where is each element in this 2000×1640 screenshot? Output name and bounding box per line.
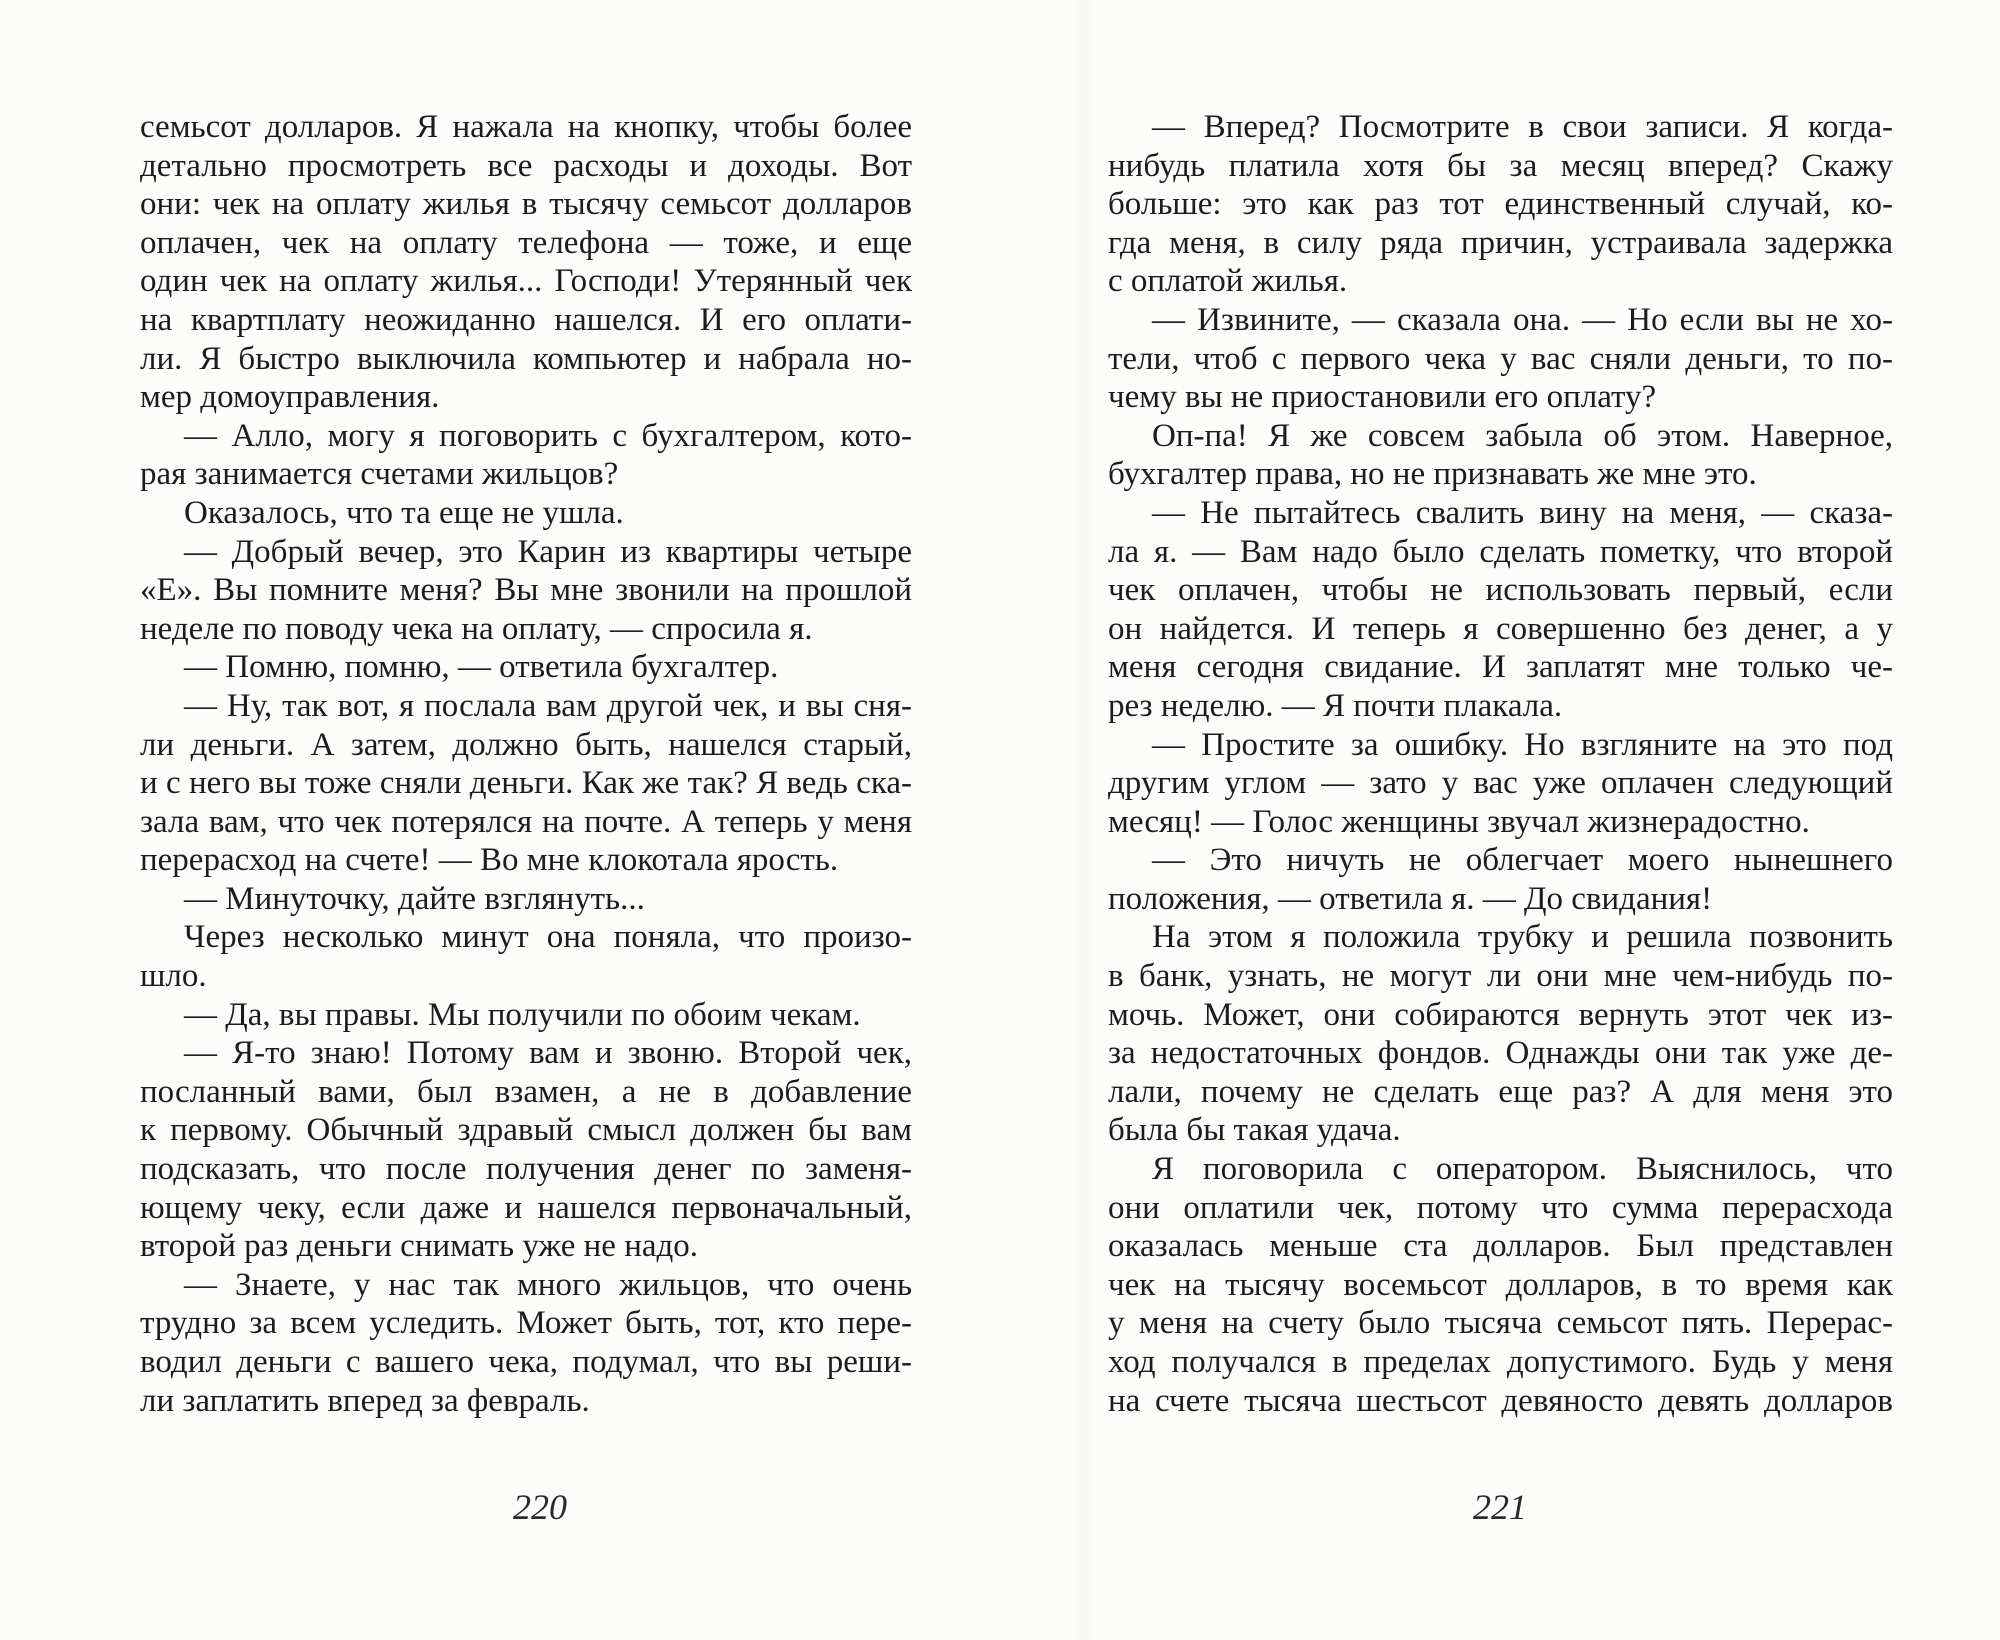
text-line: водил деньги с вашего чека, подумал, что вы реши- (140, 1344, 912, 1380)
text-line: — Добрый вечер, это Карин из квартиры четыре (184, 533, 912, 570)
text-line: — Я-то знаю! Потому вам и звоню. Второй чек, (184, 1035, 912, 1072)
text-line: зала вам, что чек потерялся на почте. А теперь у меня (140, 803, 912, 840)
left-page-text (140, 108, 912, 1420)
text-line: с оплатой жилья. (1108, 263, 1348, 300)
text-line: Оп-па! Я же совсем забыла об этом. Наверное, (1152, 417, 1893, 454)
text-line: месяц! — Голос женщины звучал жизнерадостно. (1108, 803, 1810, 840)
text-line: мер домоуправления. (140, 379, 440, 416)
text-line: подсказать, что после получения денег по заменя- (140, 1151, 912, 1188)
text-line: ла я. — Вам надо было сделать пометку, что второй (1108, 533, 1893, 570)
text-line: посланный вами, был взамен, а не в добавление (140, 1073, 912, 1110)
text-line: меня сегодня свидание. И заплатят мне только че- (1108, 649, 1893, 686)
text-line: он найдется. И теперь я совершенно без денег, а у (1108, 610, 1893, 647)
text-line: ли деньги. А затем, должно быть, нашелся старый, (140, 726, 912, 763)
text-line: на счете тысяча шестьсот девяносто девять долларов (1108, 1382, 1893, 1419)
text-line: ход получался в пределах допустимого. Будь у меня (1108, 1344, 1893, 1380)
text-line: ли. Я быстро выключила компьютер и набрала но- (140, 340, 912, 377)
text-line: ющему чеку, если даже и нашелся первоначальный, (140, 1189, 912, 1226)
text-line: — Не пытайтесь свалить вину на меня, — сказа- (1152, 494, 1893, 531)
text-line: второй раз деньги снимать уже не надо. (140, 1228, 699, 1265)
book-gutter (1070, 0, 1096, 1640)
text-line: Через несколько минут она поняла, что произо- (184, 919, 912, 956)
text-line: — Ну, так вот, я послала вам другой чек, и вы сня- (184, 687, 912, 724)
text-line: трудно за всем уследить. Может быть, тот, кто пере- (140, 1305, 912, 1342)
text-line: оплачен, чек на оплату телефона — тоже, и еще (140, 224, 912, 261)
text-line: шло. (140, 958, 207, 995)
text-line: они оплатили чек, потому что сумма перерасхода (1108, 1189, 1893, 1226)
text-line: — Извините, — сказала она. — Но если вы не хо- (1152, 301, 1893, 338)
text-line: больше: это как раз тот единственный случай, ко- (1108, 186, 1893, 223)
text-line: другим углом — зато у вас уже оплачен следующий (1108, 765, 1893, 802)
text-line: — Да, вы правы. Мы получили по обоим чекам. (184, 996, 861, 1033)
text-line: была бы такая удача. (1108, 1112, 1401, 1149)
text-line: детально просмотреть все расходы и доходы. Вот (140, 147, 912, 184)
text-line: за недостаточных фондов. Однажды они так уже де- (1108, 1035, 1893, 1072)
text-line: и с него вы тоже сняли деньги. Как же так? Я ведь ска- (140, 765, 912, 802)
text-line: Оказалось, что та еще не ушла. (184, 494, 624, 531)
text-line: Я поговорила с оператором. Выяснилось, что (1152, 1151, 1893, 1188)
text-line: — Простите за ошибку. Но взгляните на это под (1152, 726, 1893, 763)
text-line: На этом я положила трубку и решила позвонить (1152, 919, 1893, 956)
text-line: гда меня, в силу ряда причин, устраивала задержка (1108, 224, 1893, 261)
text-line: — Алло, могу я поговорить с бухгалтером, кото- (184, 417, 912, 454)
text-line: — Это ничуть не облегчает моего нынешнего (1152, 842, 1893, 879)
text-line: рая занимается счетами жильцов? (140, 456, 619, 493)
text-line: «Е». Вы помните меня? Вы мне звонили на прошлой (140, 572, 912, 609)
text-line: — Минуточку, дайте взглянуть... (184, 880, 645, 917)
text-line: нибудь платила хотя бы за месяц вперед? Скажу (1108, 147, 1893, 184)
text-line: бухгалтер права, но не признавать же мне это. (1108, 456, 1757, 493)
text-line: чек оплачен, чтобы не использовать первый, если (1108, 572, 1893, 609)
text-line: чему вы не приостановили его оплату? (1108, 379, 1657, 416)
left-page-number: 220 (513, 1487, 567, 1527)
text-line: мочь. Может, они собираются вернуть этот чек из- (1108, 996, 1893, 1033)
text-line: один чек на оплату жилья... Господи! Утерянный чек (140, 263, 912, 300)
right-page-number: 221 (1473, 1487, 1527, 1527)
text-line: на квартплату неожиданно нашелся. И его оплати- (140, 301, 912, 338)
text-line: чек на тысячу восемьсот долларов, в то время как (1108, 1266, 1893, 1303)
right-page-text (1108, 108, 1893, 1420)
text-line: неделе по поводу чека на оплату, — спросила я. (140, 610, 813, 647)
text-line: они: чек на оплату жилья в тысячу семьсот долларов (140, 186, 912, 223)
text-line: у меня на счету было тысяча семьсот пять. Перерас- (1108, 1305, 1893, 1342)
text-line: перерасход на счете! — Во мне клокотала ярость. (140, 842, 839, 879)
text-line: — Вперед? Посмотрите в свои записи. Я когда- (1152, 109, 1893, 145)
text-line: к первому. Обычный здравый смысл должен бы вам (140, 1112, 912, 1149)
text-line: — Помню, помню, — ответила бухгалтер. (184, 649, 779, 686)
text-line: рез неделю. — Я почти плакала. (1108, 687, 1563, 724)
text-line: лали, почему не сделать еще раз? А для меня это (1108, 1073, 1893, 1110)
text-line: оказалась меньше ста долларов. Был представлен (1108, 1228, 1893, 1265)
text-line: семьсот долларов. Я нажала на кнопку, чтобы более (140, 109, 912, 145)
text-line: в банк, узнать, не могут ли они мне чем-нибудь по- (1108, 958, 1893, 995)
text-line: положения, — ответила я. — До свидания! (1108, 880, 1713, 917)
text-line: ли заплатить вперед за февраль. (140, 1382, 590, 1419)
text-line: — Знаете, у нас так много жильцов, что очень (184, 1266, 912, 1303)
text-line: тели, чтоб с первого чека у вас сняли деньги, то по- (1108, 340, 1893, 377)
